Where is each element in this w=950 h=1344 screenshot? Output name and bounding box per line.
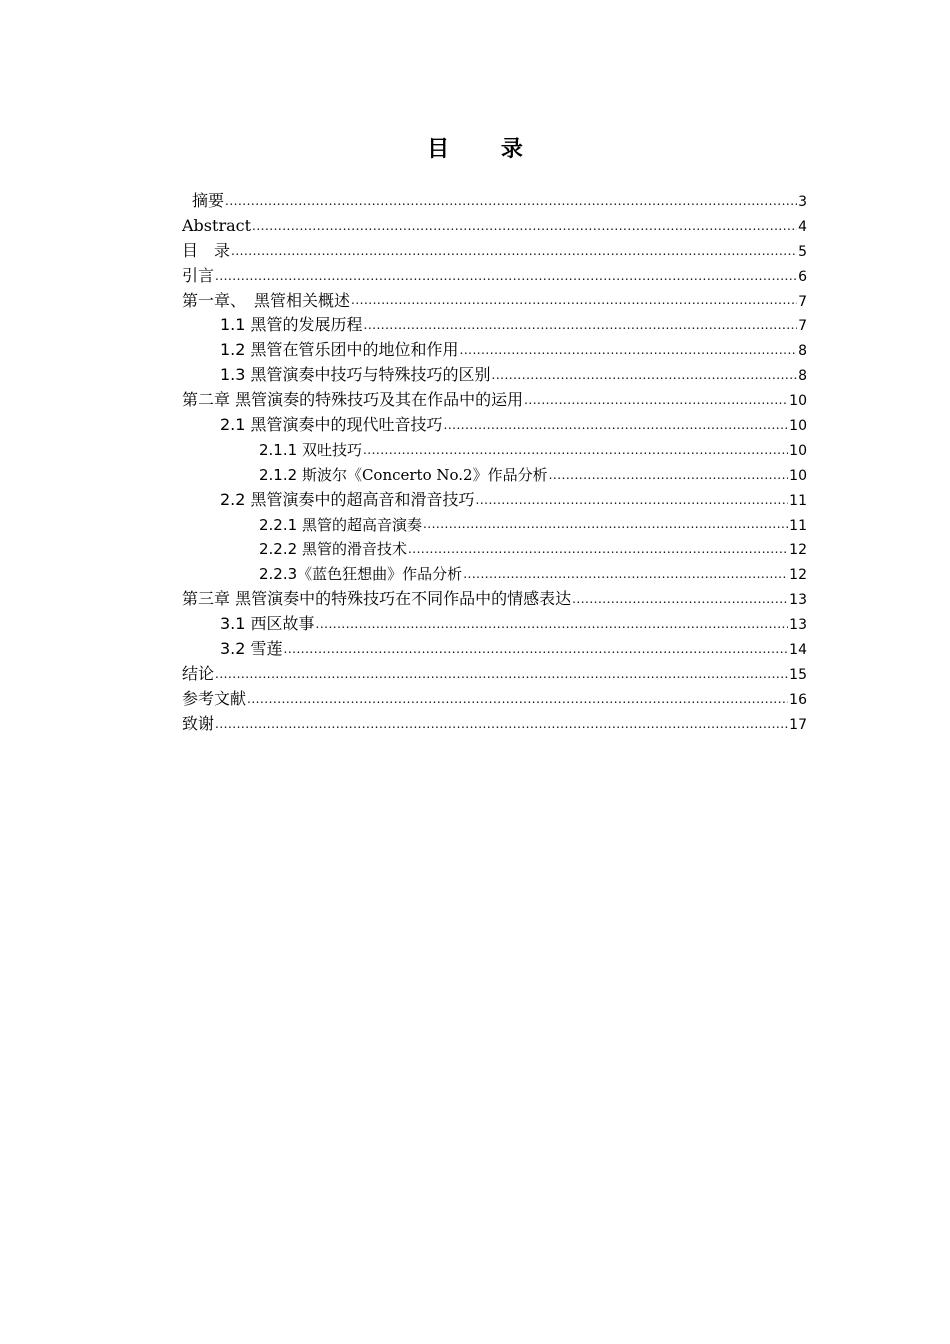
toc-entry-2-2-1[interactable] [182, 513, 807, 538]
toc-entry-page: 15 [789, 666, 807, 683]
section-title: 西区故事 [250, 614, 315, 634]
toc-entry-2-1-1[interactable] [182, 438, 807, 463]
toc-entry-label: 第一章、 黑管相关概述 [182, 290, 351, 310]
toc-entry-3-1[interactable] [182, 612, 807, 637]
toc-entry-label [220, 612, 315, 637]
section-number: 3.1 [220, 614, 251, 634]
toc-entry-1-2[interactable] [182, 338, 807, 363]
toc-entry-page: 5 [798, 243, 807, 260]
dot-leader [351, 292, 797, 308]
section-title: 黑管演奏中技巧与特殊技巧的区别 [250, 365, 491, 385]
toc-entry-label [259, 513, 422, 538]
toc-entry-page: 11 [789, 517, 807, 534]
dot-leader [316, 616, 789, 632]
toc-entry-page: 10 [789, 467, 807, 484]
dot-leader [549, 467, 789, 483]
section-number: 1.2 [220, 340, 251, 360]
dot-leader [231, 243, 797, 259]
section-number: 2.2.1 [259, 515, 302, 534]
toc-entry-2-2-3[interactable] [182, 562, 807, 587]
toc-entry-label [259, 438, 362, 463]
dot-leader [215, 666, 788, 682]
table-of-contents [182, 189, 807, 737]
section-number: 1.3 [220, 365, 251, 385]
toc-entry-page: 8 [798, 343, 807, 360]
section-title: 黑管在管乐团中的地位和作用 [250, 340, 459, 360]
toc-entry-label [259, 537, 407, 562]
section-title: 斯波尔《Concerto No.2》作品分析 [301, 465, 548, 484]
toc-entry-label: 引言 [182, 265, 215, 285]
toc-entry-page: 6 [798, 268, 807, 285]
toc-entry-page: 4 [798, 218, 807, 235]
toc-entry-page: 12 [789, 567, 807, 584]
section-title: 双吐技巧 [301, 440, 362, 459]
toc-entry-introduction[interactable] [182, 264, 807, 289]
section-number: 1.1 [220, 315, 251, 335]
section-title: 雪莲 [250, 639, 283, 659]
dot-leader [423, 516, 788, 532]
toc-entry-2-1[interactable] [182, 413, 807, 438]
toc-entry-label: 第三章 黑管演奏中的特殊技巧在不同作品中的情感表达 [182, 589, 572, 609]
toc-entry-page: 8 [798, 368, 807, 385]
dot-leader [476, 492, 789, 508]
section-number: 2.2.2 [259, 540, 302, 559]
toc-entry-page: 12 [789, 542, 807, 559]
toc-entry-label [220, 313, 363, 338]
toc-entry-1-1[interactable] [182, 313, 807, 338]
section-title: 黑管演奏中的现代吐音技巧 [250, 415, 443, 435]
toc-entry-label: Abstract [182, 215, 252, 235]
section-number: 2.1.2 [259, 465, 302, 484]
toc-entry-conclusion[interactable] [182, 662, 807, 687]
toc-entry-page: 14 [789, 642, 807, 659]
toc-entry-label [220, 338, 459, 363]
toc-entry-acknowledgements[interactable] [182, 712, 807, 737]
toc-entry-label [259, 463, 548, 488]
toc-entry-page: 7 [798, 318, 807, 335]
toc-entry-references[interactable] [182, 687, 807, 712]
dot-leader [492, 367, 798, 383]
dot-leader [572, 591, 788, 607]
toc-entry-label [220, 413, 443, 438]
toc-entry-label: 参考文献 [182, 688, 247, 708]
toc-entry-label: 结论 [182, 663, 215, 683]
dot-leader [364, 317, 798, 333]
section-title: 黑管的发展历程 [250, 315, 363, 335]
toc-entry-label: 目 录 [182, 240, 231, 260]
toc-entry-label [220, 637, 283, 662]
toc-entry-page: 3 [798, 194, 807, 210]
toc-entry-page: 10 [789, 442, 807, 459]
dot-leader [225, 193, 797, 209]
dot-leader [444, 417, 789, 433]
dot-leader [463, 566, 788, 582]
toc-entry-contents[interactable] [182, 239, 807, 264]
section-title: 黑管演奏中的超高音和滑音技巧 [250, 489, 475, 509]
dot-leader [408, 541, 788, 557]
dot-leader [215, 716, 788, 732]
toc-entry-label [220, 488, 475, 513]
page-title: 目 录 [427, 137, 545, 162]
toc-entry-2-2[interactable] [182, 488, 807, 513]
toc-entry-label [220, 363, 491, 388]
section-title: 黑管的滑音技术 [301, 540, 407, 559]
dot-leader [284, 641, 789, 657]
dot-leader [247, 691, 788, 707]
toc-entry-chapter-1[interactable] [182, 289, 807, 314]
toc-entry-page: 16 [789, 691, 807, 708]
toc-entry-chapter-2[interactable] [182, 388, 807, 413]
toc-entry-page: 10 [789, 418, 807, 435]
toc-entry-page: 17 [789, 716, 807, 733]
toc-entry-abstract-cn[interactable] [182, 189, 807, 214]
section-title: 黑管的超高音演奏 [301, 515, 422, 534]
toc-entry-3-2[interactable] [182, 637, 807, 662]
dot-leader [460, 342, 798, 358]
toc-entry-page: 13 [789, 617, 807, 634]
toc-entry-abstract-en[interactable] [182, 214, 807, 239]
section-number: 3.2 [220, 639, 251, 659]
section-title: 《蓝色狂想曲》作品分析 [297, 565, 463, 584]
toc-entry-label [259, 562, 462, 587]
toc-entry-2-1-2[interactable] [182, 463, 807, 488]
toc-entry-label: 致谢 [182, 713, 215, 733]
toc-entry-page: 11 [789, 492, 807, 509]
toc-entry-label: 第二章 黑管演奏的特殊技巧及其在作品中的运用 [182, 390, 524, 410]
section-number: 2.2 [220, 489, 251, 509]
dot-leader [215, 268, 797, 284]
toc-entry-2-2-2[interactable] [182, 537, 807, 562]
toc-entry-page: 7 [798, 293, 807, 310]
toc-entry-page: 13 [789, 592, 807, 609]
toc-entry-page: 10 [789, 393, 807, 410]
dot-leader [524, 392, 788, 408]
section-number: 2.1 [220, 415, 251, 435]
toc-entry-chapter-3[interactable] [182, 587, 807, 612]
toc-entry-label: 摘要 [192, 191, 225, 210]
toc-entry-1-3[interactable] [182, 363, 807, 388]
section-number: 2.2.3 [259, 565, 298, 584]
dot-leader [363, 442, 788, 458]
dot-leader [252, 218, 797, 234]
section-number: 2.1.1 [259, 440, 302, 459]
